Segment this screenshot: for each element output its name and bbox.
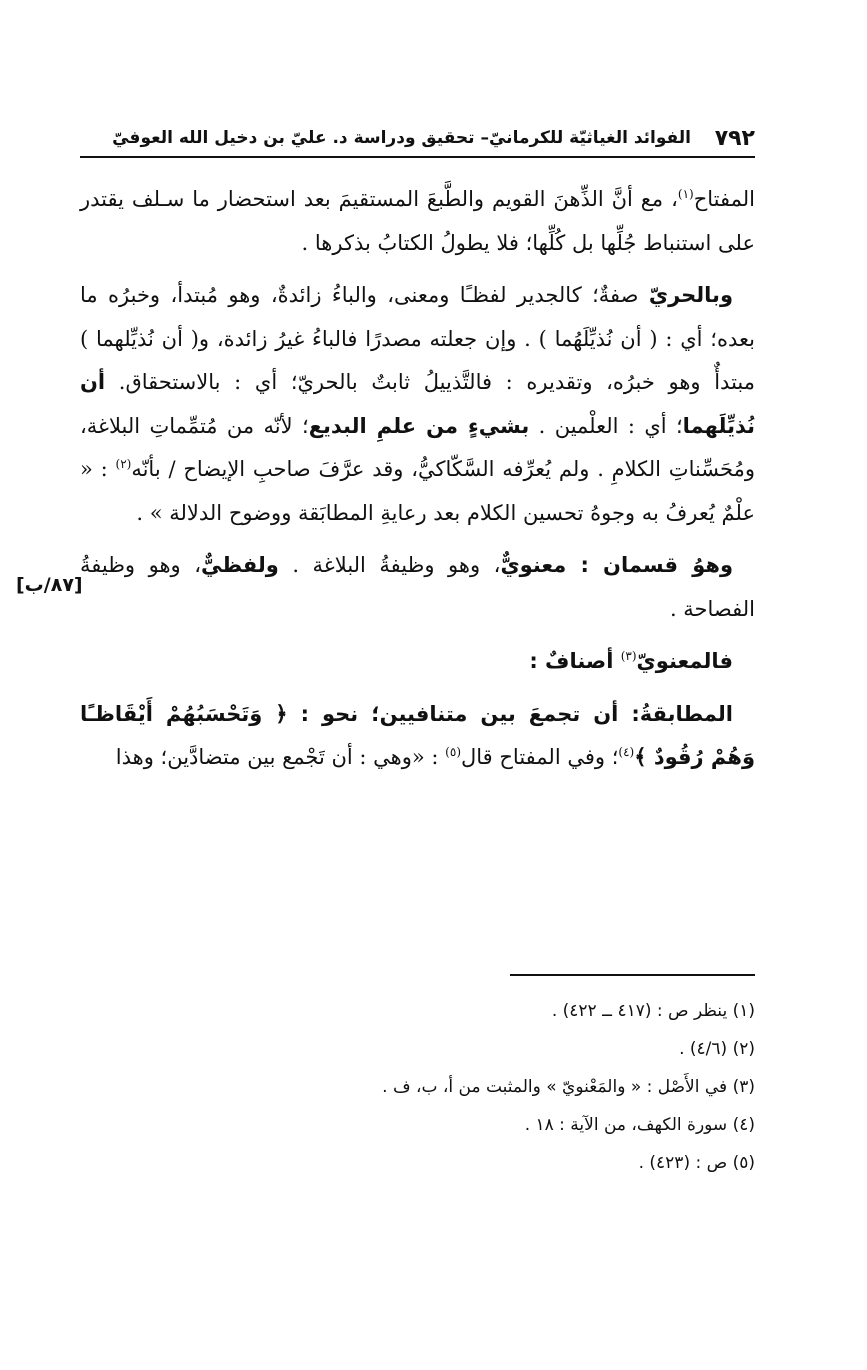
footnote-1: (١) ينظر ص : (٤١٧ ــ ٤٢٢) . bbox=[551, 1001, 755, 1021]
p3-term-1: وهوُ قسمان : معنويٌّ bbox=[500, 553, 733, 577]
paragraph-1 bbox=[80, 178, 755, 265]
p2-term-2: أن نُذيِّلَهما bbox=[80, 370, 755, 438]
header-title: الفوائد الغياثيّة للكرمانيّ– تحقيق ودراسة د. عليّ بن دخيل الله العوفيّ bbox=[112, 128, 691, 148]
p2-text-3: ؛ لأنّه من مُتمِّماتِ البلاغة، ومُحَسِّناتِ الكلامِ . ولم يُعرِّفه السَّكّاكيُّ، وقد عرَّفَ صاحبِ الإيضاح / بأنّه bbox=[80, 413, 755, 481]
p3-text-2: ، وهو وظيفةُ الفصاحة . bbox=[80, 553, 755, 621]
p5-text-1: ؛ وفي المفتاح قال bbox=[461, 745, 619, 769]
p3-text-1: ، وهو وظيفةُ البلاغة . bbox=[278, 553, 501, 577]
p1-text-b: ، مع أنَّ الذِّهنَ القويم والطَّبعَ المستقيمَ بعد استحضار ما سـلف يقتدر على استنباط جُلِّها بل كُلِّها؛ فلا يطولُ الكتابُ بذكرها . bbox=[80, 187, 755, 255]
footnote-ref-5: (٥) bbox=[445, 745, 461, 759]
p5-term-1: المطابقةُ: أن تجمعَ بين متنافيين؛ نحو : ﴿ وَتَحْسَبُهُمْ أَيْقَاظـًا وَهُمْ رُقُودٌ ﴾ bbox=[80, 701, 755, 769]
p2-text-1: صفةٌ؛ كالجدير لفظـًا ومعنى، والباءُ زائدةٌ، وهو مُبتدأ، وخبرُه ما بعده؛ أي : ( أن نُذيِّلَهُما ) . وإن جعلته مصدرًا فالباءُ غيرُ زائدة، و( أن نُذيِّلهما ) مبتدأٌ وهو خبرُه، وتقديره : فالتَّذييلُ ثابتٌ بالحريّ؛ أي : بالاستحقاق. bbox=[80, 283, 755, 394]
p2-term-3: بشيءٍ من علمِ البديع bbox=[308, 413, 530, 438]
paragraph-5 bbox=[80, 693, 755, 780]
footnote-4: (٤) سورة الكهف، من الآية : ١٨ . bbox=[524, 1115, 755, 1135]
footnote-3: (٣) في الأَصْل : « والمَعْنويّ » والمثبت من أ، ب، ف . bbox=[382, 1077, 755, 1097]
margin-folio-note: [٨٧/ب] bbox=[16, 574, 83, 596]
p2-text-2: ؛ أي : العلْمين . bbox=[529, 413, 683, 438]
footnote-ref-3: (٣) bbox=[620, 649, 637, 663]
footnote-divider bbox=[510, 974, 755, 976]
footnote-5: (٥) ص : (٤٢٣) . bbox=[638, 1153, 755, 1173]
main-text bbox=[80, 178, 755, 789]
running-header bbox=[80, 126, 755, 156]
footnote-ref-1: (١) bbox=[677, 187, 694, 201]
p2-term-1: وبالحريّ bbox=[648, 283, 733, 307]
footnotes bbox=[80, 992, 755, 1182]
page-number: ٧٩٢ bbox=[714, 126, 755, 151]
paragraph-3 bbox=[80, 544, 755, 631]
p5-text-2: : «وهي : أن تَجْمع بين متضادَّين؛ وهذا bbox=[115, 745, 446, 769]
p4-term-1: فالمعنويّ bbox=[636, 649, 733, 673]
footnote-2: (٢) (٤/٦) . bbox=[679, 1039, 755, 1059]
header-divider bbox=[80, 156, 755, 158]
paragraph-4 bbox=[80, 640, 755, 684]
footnote-ref-4: (٤) bbox=[618, 745, 635, 759]
p2-text-4: : « علْمٌ يُعرفُ به وجوهُ تحسين الكلام بعد رعايةِ المطابَقة ووضوح الدلالة » . bbox=[80, 457, 755, 525]
p4-term-2: أصنافٌ : bbox=[529, 649, 621, 673]
footnote-ref-2: (٢) bbox=[115, 457, 132, 471]
p1-text-a: المفتاح bbox=[693, 187, 755, 211]
p3-term-2: ولفظيٌّ bbox=[201, 553, 279, 577]
paragraph-2 bbox=[80, 274, 755, 535]
